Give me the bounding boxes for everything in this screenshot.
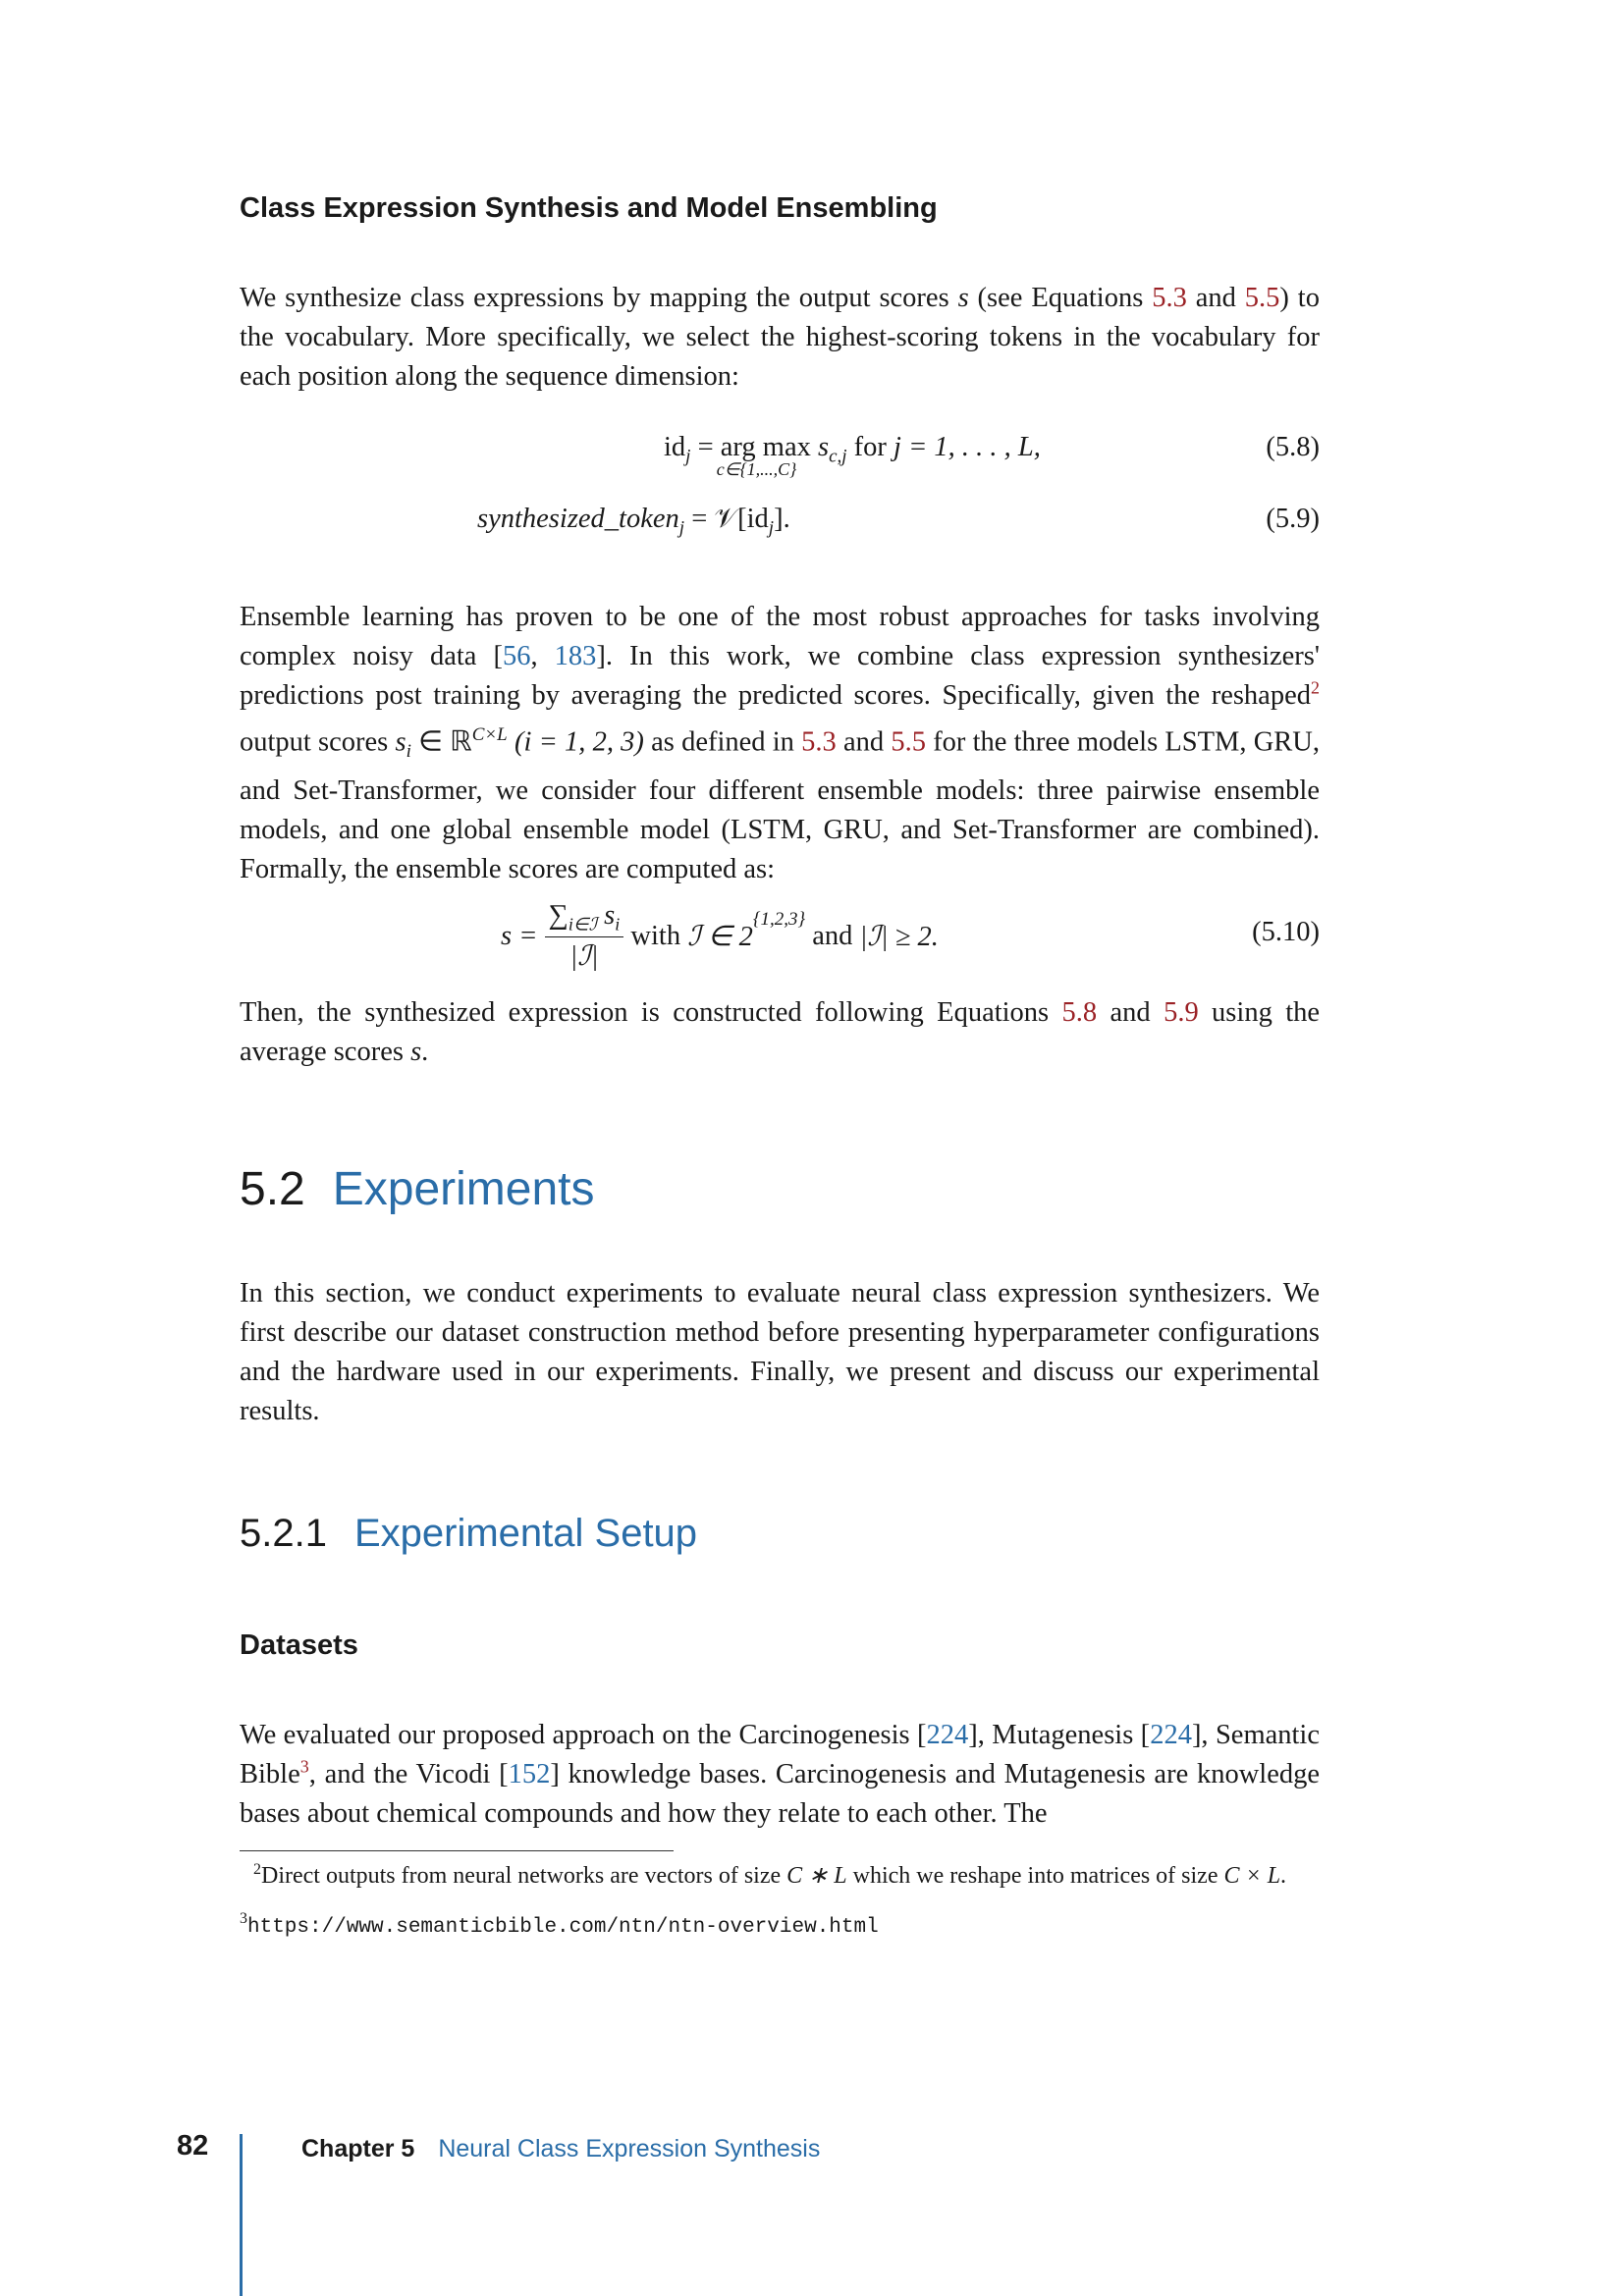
math: C ∗ L (786, 1863, 847, 1889)
subsection-number: 5.2.1 (240, 1512, 327, 1555)
text: output scores (240, 726, 396, 758)
chapter-title: Neural Class Expression Synthesis (438, 2135, 821, 2163)
math: C × L (1223, 1863, 1281, 1889)
text: , and the Vicodi [ (308, 1759, 509, 1789)
subsection-title: Experimental Setup (353, 1512, 698, 1555)
footnote-marker[interactable]: 3 (299, 1756, 309, 1777)
subsection-heading-experimental-setup (240, 1512, 697, 1556)
math: j (768, 517, 775, 539)
text: We evaluated our proposed approach on the Carcinogenesis [ (240, 1720, 927, 1750)
citation-link[interactable]: 152 (508, 1759, 551, 1789)
footnote-url-link[interactable]: https://www.semanticbible.com/ntn/ntn-overview.html (247, 1916, 879, 1939)
math: j (678, 517, 685, 539)
text: Then, the synthesized expression is constructed following Equations (240, 997, 1062, 1028)
text: as defined in (643, 726, 802, 758)
math-under: c∈{1,...,C} (716, 459, 797, 479)
datasets-heading (240, 1629, 1320, 1662)
page-number: 82 (177, 2130, 209, 2162)
footnote-2 (240, 1855, 1320, 1891)
footnote-rule (240, 1850, 674, 1851)
math: i∈ℐ (568, 914, 598, 934)
equation-link[interactable]: 5.3 (801, 726, 837, 758)
text: In this section, we conduct experiments to evaluate neural class expression synthesizers. We first describe our dataset construction method before presenting hyperparameter configurations and the hardware used in our experiments. Finally, we present and discuss our experimental results. (240, 1278, 1320, 1426)
paragraph-experiments-intro (240, 1274, 1320, 1431)
text: using the average scores (240, 997, 1321, 1067)
text: for the three models LSTM, GRU, and Set-Transformer, we consider four different ensemble models: three pairwise ensemble models, and one global ensemble model (LSTM, GRU, and Set-Transformer are combined). Formally, the ensemble scores are computed as: (240, 726, 1321, 885)
math: = 𝒱[id (684, 504, 769, 534)
section-number: 5.2 (240, 1163, 305, 1215)
equation-number: (5.8) (1266, 432, 1320, 462)
subsection-title: Class Expression Synthesis and Model Ensembling (240, 192, 938, 224)
subsection-heading-class-expression-synthesis (240, 192, 1320, 225)
math: ]. (774, 504, 790, 534)
equation-5-10 (240, 899, 1320, 974)
math: s (395, 726, 406, 758)
running-footer (301, 2135, 820, 2163)
text: Ensemble learning has proven to be one of the most robust approaches for tasks involving complex noisy data [ (240, 602, 1320, 671)
text: which we reshape into matrices of size (846, 1863, 1224, 1889)
equation-number: (5.9) (1266, 504, 1320, 534)
footnote-3 (240, 1904, 1320, 1943)
paragraph-ensemble (240, 598, 1320, 889)
math: s = (501, 921, 545, 951)
text: , (530, 641, 555, 671)
text: for (846, 432, 894, 462)
math: C×L (471, 724, 508, 745)
paragraph-synthesize (240, 279, 1320, 397)
math-sum: ∑ (548, 899, 568, 931)
math: |ℐ| (569, 941, 599, 973)
text: . (1280, 1863, 1287, 1889)
equation-link[interactable]: 5.3 (1152, 283, 1187, 313)
paragraph-datasets (240, 1716, 1320, 1834)
math-operator: arg max (720, 432, 811, 462)
math: |ℐ| ≥ 2. (859, 922, 939, 952)
text: with (623, 921, 688, 951)
equation-link[interactable]: 5.5 (891, 726, 926, 758)
equation-5-9 (240, 504, 1320, 543)
equation-number: (5.10) (1252, 917, 1320, 947)
equation-link[interactable]: 5.8 (1061, 997, 1098, 1028)
math-fraction (545, 900, 624, 974)
math-var: s (957, 283, 969, 313)
chapter-label: Chapter 5 (301, 2135, 415, 2163)
text: and (836, 726, 892, 758)
math: synthesized_token (477, 504, 679, 534)
text: ] knowledge bases. Carcinogenesis and Mutagenesis are knowledge bases about chemical compounds and how they relate to each other. The (240, 1759, 1320, 1829)
text: . (421, 1037, 429, 1067)
footnote-marker[interactable]: 2 (1311, 677, 1320, 698)
math: i (615, 914, 621, 934)
math: c,j (829, 446, 847, 467)
text: ]. In this work, we combine class expression synthesizers' predictions post training by averaging the predicted scores. Specifically, given the reshaped (240, 641, 1321, 711)
footnote-mark: 2 (253, 1861, 261, 1878)
math-var: s (410, 1037, 422, 1067)
equation-link[interactable]: 5.9 (1164, 997, 1199, 1028)
math: j = 1, . . . , L, (893, 432, 1041, 462)
math: s (817, 432, 830, 462)
text: (see Equations (968, 283, 1153, 313)
text: and (1186, 283, 1245, 313)
equation-5-8: $id_j$ = arg max c∈{1,...,C} $s_{c,j}$ for j = 1, . . . , L, (5.8) (664, 432, 1320, 479)
text: Direct outputs from neural networks are vectors of size (261, 1863, 787, 1889)
citation-link[interactable]: 56 (502, 641, 531, 671)
math: s (597, 899, 616, 931)
section-heading-experiments (240, 1162, 595, 1216)
text: We synthesize class expressions by mapping the output scores (240, 283, 958, 313)
paragraph-then (240, 993, 1320, 1072)
citation-link[interactable]: 224 (1150, 1720, 1192, 1750)
math: ∈ ℝ (410, 726, 472, 758)
math: id (664, 432, 686, 462)
math: {1,2,3} (752, 909, 806, 930)
footer-rule (240, 2134, 243, 2296)
citation-link[interactable]: 224 (926, 1720, 969, 1750)
math: j (685, 446, 691, 467)
text: ], Mutagenesis [ (968, 1720, 1151, 1750)
text: and (805, 921, 860, 951)
footnote-mark: 3 (240, 1910, 247, 1927)
math: ℐ ∈ 2 (687, 922, 753, 952)
text: ) to the vocabulary. More specifically, we select the highest-scoring tokens in the vocabulary for each position along the sequence dimension: (240, 283, 1320, 392)
text: ], Semantic Bible (240, 1720, 1321, 1789)
math: (i = 1, 2, 3) (507, 726, 644, 758)
text: and (1097, 997, 1164, 1028)
section-title: Experiments (332, 1163, 595, 1215)
paragraph-heading: Datasets (240, 1629, 358, 1661)
equation-link[interactable]: 5.5 (1244, 283, 1280, 313)
citation-link[interactable]: 183 (554, 641, 597, 671)
math: i (406, 741, 411, 763)
